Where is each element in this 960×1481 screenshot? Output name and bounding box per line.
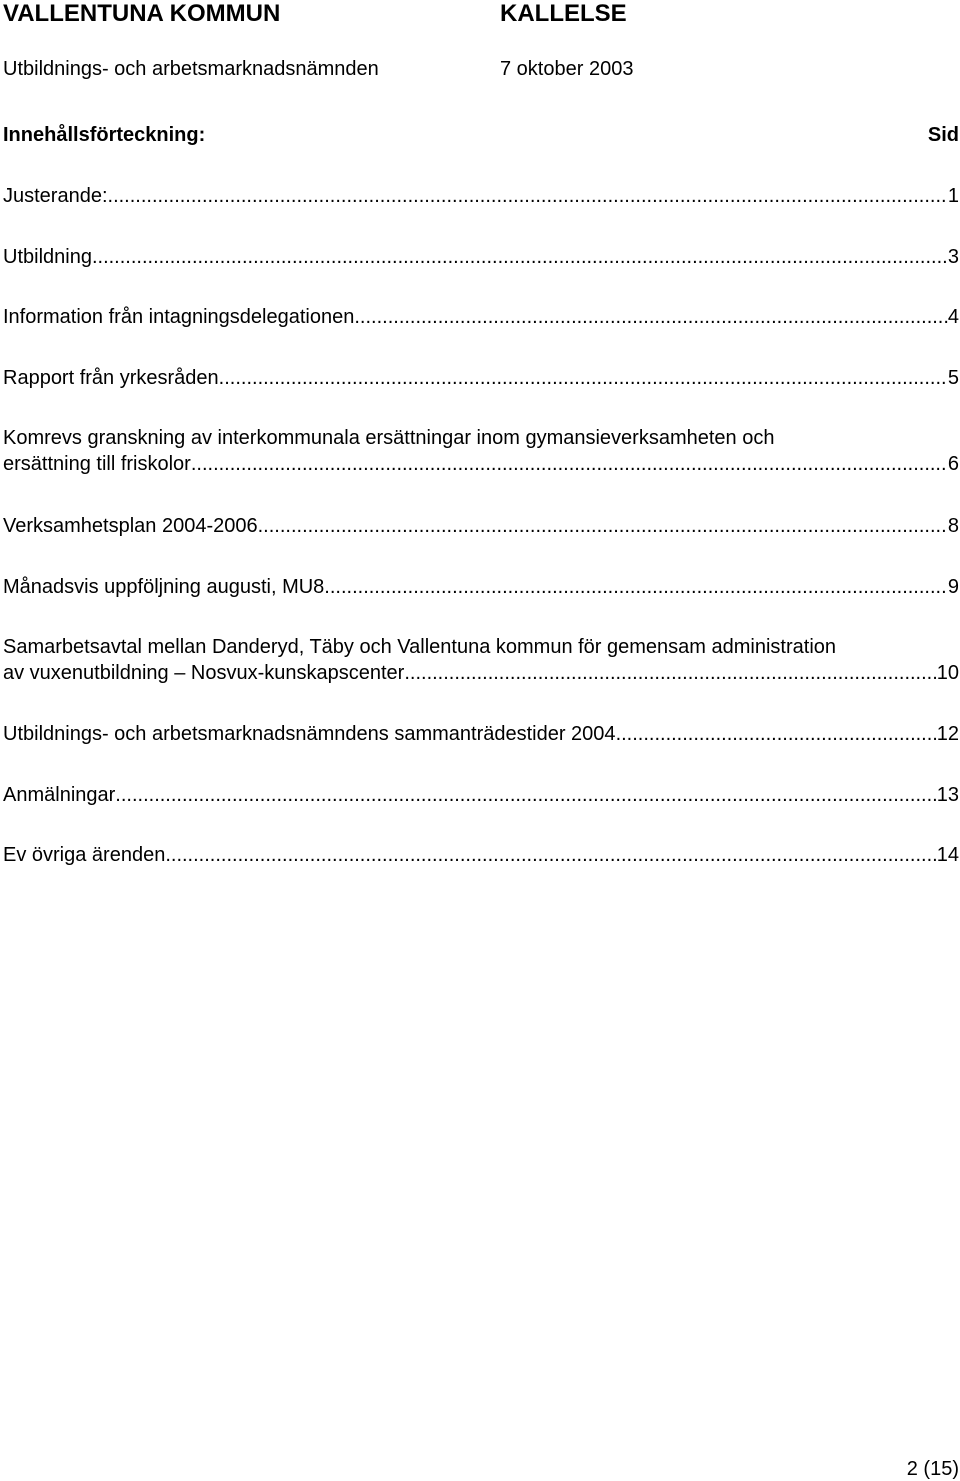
toc-leader-dots: [108, 183, 948, 209]
toc-entry-page: 8: [947, 515, 959, 537]
toc-leader-dots: [115, 782, 936, 808]
toc-entry-title: Utbildnings- och arbetsmarknadsnämndens sammanträdestider 2004: [3, 723, 616, 745]
toc-entry-page: 6: [947, 453, 959, 475]
toc-entry: [3, 634, 959, 686]
toc-leader-dots: [219, 365, 948, 391]
toc-leader-dots: [258, 513, 948, 539]
toc-leader-dots: [324, 574, 948, 600]
toc-entry-page: 5: [947, 367, 959, 389]
toc-entry-page: 12: [936, 723, 959, 745]
toc-entry: [3, 574, 959, 600]
toc-entry: [3, 304, 959, 330]
document-date: 7 oktober 2003: [500, 58, 634, 80]
toc-entry: [3, 183, 959, 209]
toc-entry: [3, 782, 959, 808]
organization-name: VALLENTUNA KOMMUN: [3, 0, 281, 27]
committee-name: Utbildnings- och arbetsmarknadsnämnden: [3, 58, 379, 80]
toc-entry-title-line1: Samarbetsavtal mellan Danderyd, Täby och Vallentuna kommun för gemensam administration: [3, 636, 837, 658]
toc-entry-page: 14: [936, 844, 959, 866]
toc-entry-title: ersättning till friskolor: [3, 453, 191, 475]
toc-entry: [3, 365, 959, 391]
toc-entry-title: Utbildning: [3, 246, 92, 268]
toc-entry-page: 13: [936, 784, 959, 806]
toc-entry: [3, 244, 959, 270]
toc-entry-title: Verksamhetsplan 2004-2006: [3, 515, 258, 537]
toc-entry-title: Ev övriga ärenden: [3, 844, 166, 866]
toc-entry-page: 10: [936, 662, 959, 684]
toc-leader-dots: [616, 721, 937, 747]
toc-entry-title: Justerande:: [3, 185, 108, 207]
page-number: 2 (15): [906, 1458, 959, 1480]
toc-leader-dots: [354, 304, 948, 330]
toc-entry-title: Månadsvis uppföljning augusti, MU8: [3, 576, 325, 598]
toc-entry-page: 1: [947, 185, 959, 207]
toc-entry-title: Information från intagningsdelegationen: [3, 306, 355, 328]
toc-entry-page: 4: [947, 306, 959, 328]
toc-leader-dots: [191, 451, 948, 477]
toc-entry-page: 9: [947, 576, 959, 598]
toc-entry: [3, 842, 959, 868]
toc-entry: [3, 513, 959, 539]
toc-leader-dots: [92, 244, 948, 270]
toc-entry-title-line1: Komrevs granskning av interkommunala ersättningar inom gymansieverksamheten och: [3, 427, 775, 449]
toc-entry-title: Rapport från yrkesråden: [3, 367, 219, 389]
toc-entry-page: 3: [947, 246, 959, 268]
toc-heading: Innehållsförteckning:: [3, 124, 206, 146]
toc-entry: [3, 425, 959, 477]
toc-entry-title: av vuxenutbildning – Nosvux-kunskapscenter: [3, 662, 405, 684]
toc-entry-title: Anmälningar: [3, 784, 116, 806]
toc-entry: [3, 721, 959, 747]
toc-page-column-label: Sid: [927, 124, 959, 146]
document-type: KALLELSE: [500, 0, 627, 27]
toc-leader-dots: [404, 660, 936, 686]
toc-leader-dots: [165, 842, 936, 868]
